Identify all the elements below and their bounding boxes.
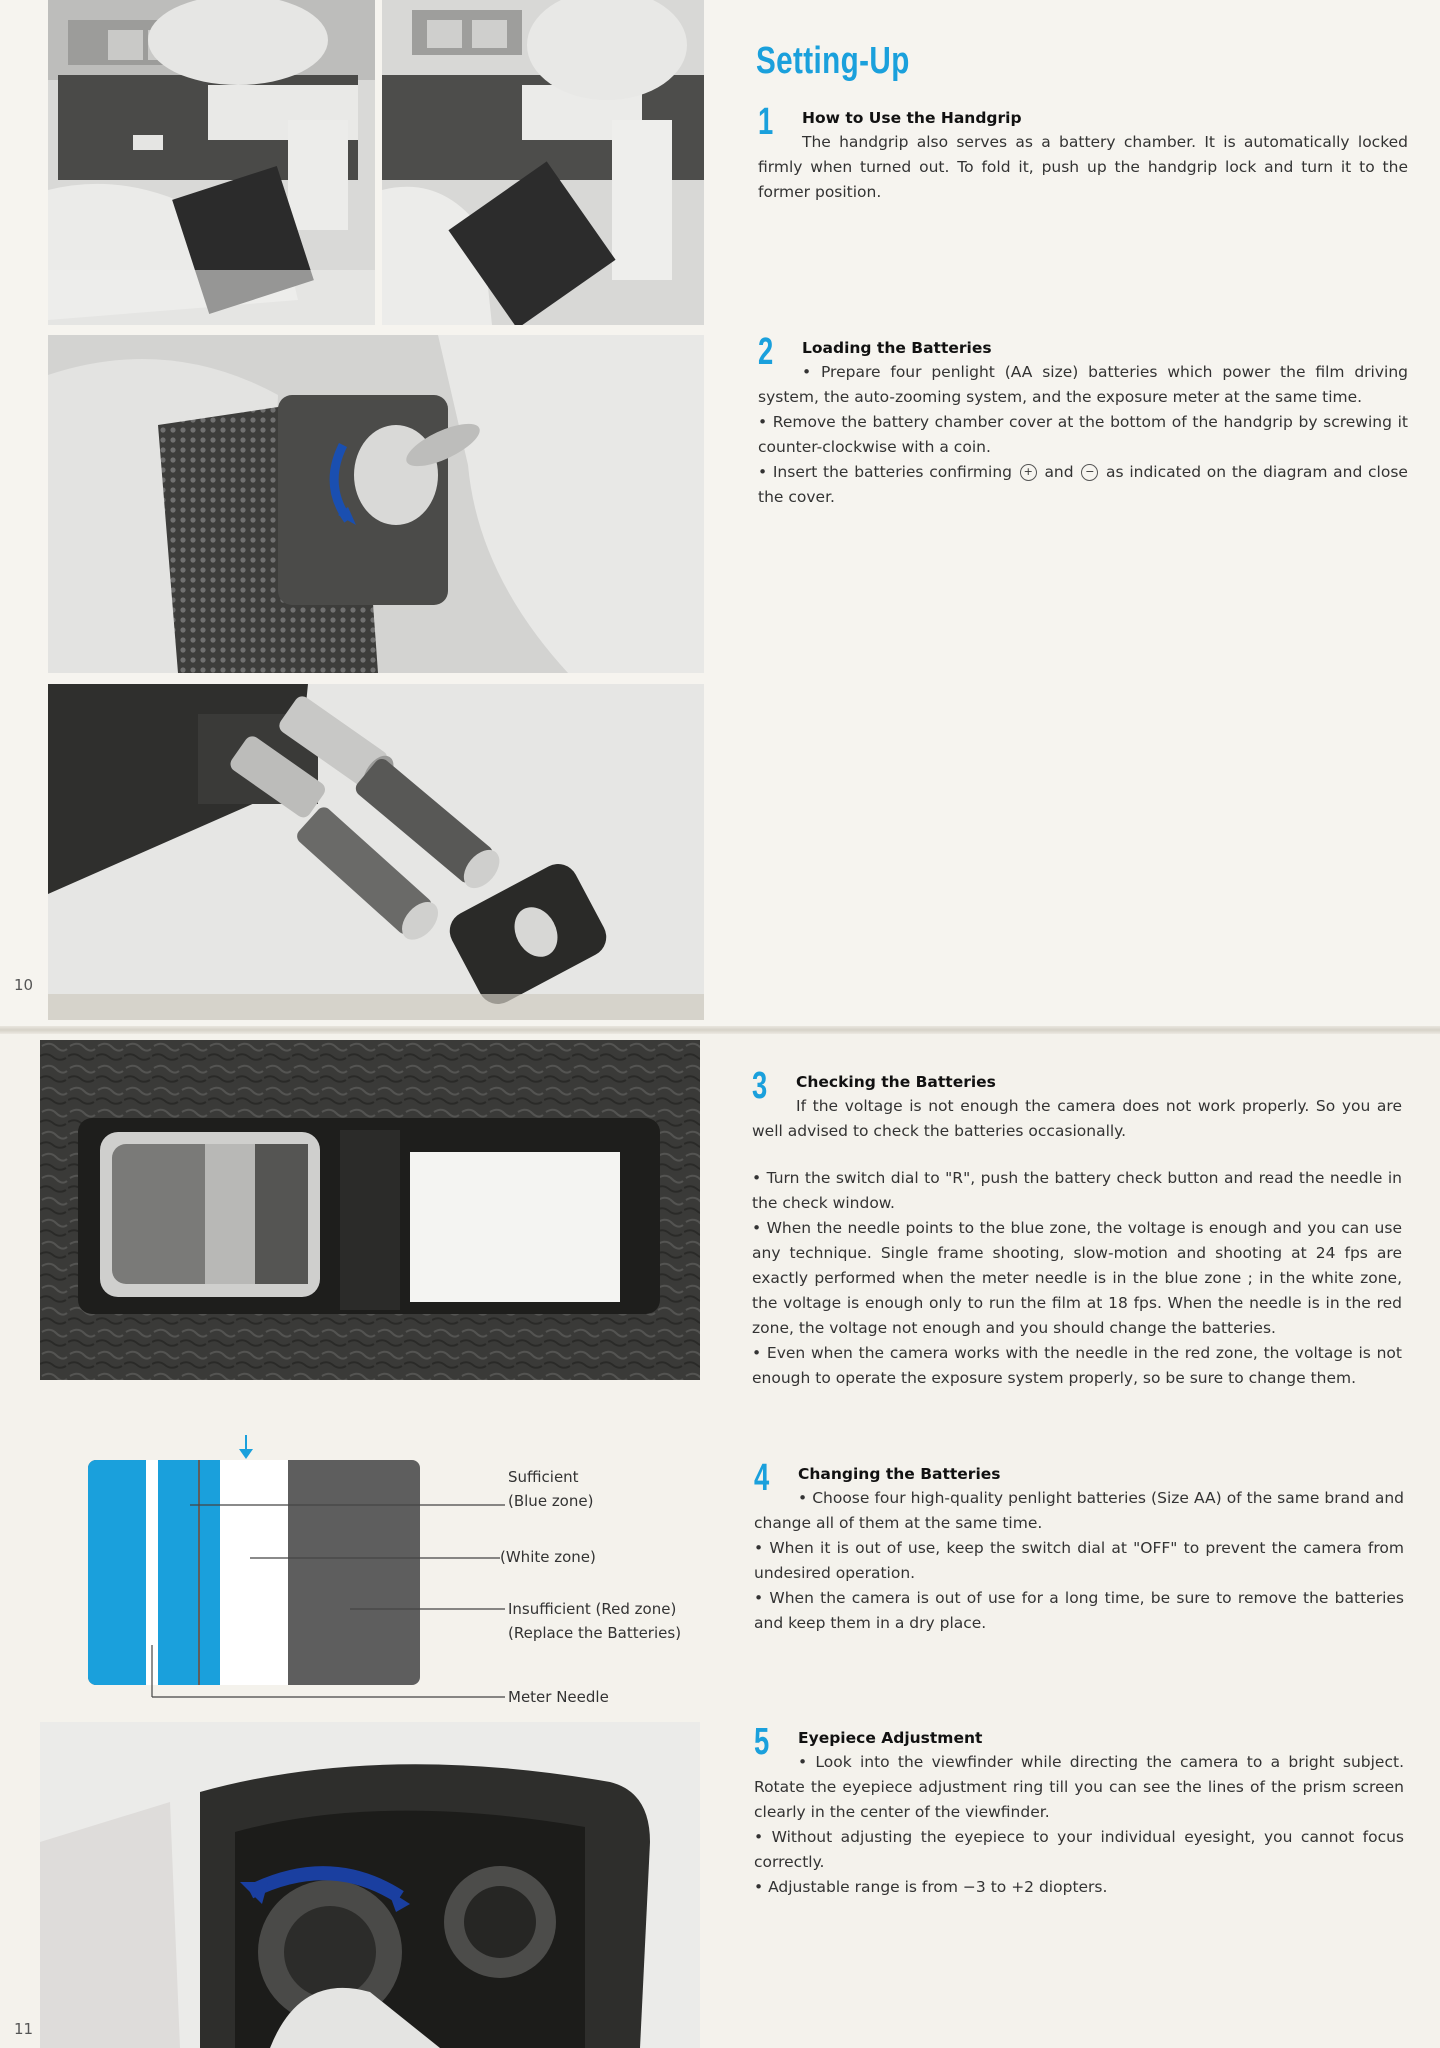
section-text: The handgrip also serves as a battery chamber. It is automatically locked firmly when turned out. To fold it, push up the handgrip lock and turn it to the former position. (758, 133, 1408, 201)
section-2 (758, 331, 1408, 510)
section-text: • Turn the switch dial to "R", push the battery check button and read the needle in the check window. (752, 1169, 1402, 1212)
label-white-zone: (White zone) (500, 1548, 596, 1566)
section-text: • When it is out of use, keep the switch dial at "OFF" to prevent the camera from undesired operation. (754, 1539, 1404, 1582)
section-text: • Prepare four penlight (AA size) batteries which power the film driving system, the auto-zooming system, and the exposure meter at the same time. (758, 363, 1408, 406)
section-text: • Insert the batteries confirming + and − as indicated on the diagram and close the cover. (758, 463, 1408, 506)
section-text: • Even when the camera works with the needle in the red zone, the voltage is not enough to operate the exposure system properly, so be sure to change them. (752, 1344, 1402, 1387)
section-title: Checking the Batteries (796, 1073, 996, 1091)
label-sufficient: Sufficient (Blue zone) (508, 1468, 594, 1510)
battery-cover-photo (48, 335, 704, 673)
section-title: Loading the Batteries (802, 339, 992, 357)
plus-symbol: + (1020, 464, 1037, 481)
section-text: • Look into the viewfinder while directing the camera to a bright subject. Rotate the eyepiece adjustment ring till you can see the lines of the prism screen clearly in the center of the viewfinder. (754, 1753, 1404, 1821)
section-text: If the voltage is not enough the camera does not work properly. So you are well advised to check the batteries occasionally. (752, 1097, 1402, 1140)
section-text: • Remove the battery chamber cover at the bottom of the handgrip by screwing it counter-clockwise with a coin. (758, 413, 1408, 456)
section-5 (754, 1721, 1404, 1900)
section-number: 3 (752, 1065, 768, 1107)
section-number: 2 (758, 331, 774, 373)
page-number-10: 10 (14, 976, 34, 994)
handgrip-photo-left (48, 0, 375, 325)
section-number: 1 (758, 101, 774, 143)
section-text: • Choose four high-quality penlight batteries (Size AA) of the same brand and change all of them at the same time. (754, 1489, 1404, 1532)
meter-zone-diagram (40, 1435, 720, 1705)
section-title: Changing the Batteries (798, 1465, 1001, 1483)
section-title: Eyepiece Adjustment (798, 1729, 983, 1747)
check-window-photo (40, 1040, 700, 1380)
eyepiece-photo (40, 1722, 700, 2048)
label-insufficient: Insufficient (Red zone) (Replace the Batteries) (508, 1600, 682, 1642)
section-number: 4 (754, 1457, 770, 1499)
meter-zone-graphic (40, 1435, 720, 1705)
minus-symbol: − (1081, 464, 1098, 481)
batteries-photo (48, 684, 704, 1020)
page-heading: Setting-Up (756, 40, 910, 82)
handgrip-photo-right (382, 0, 704, 325)
section-title: How to Use the Handgrip (802, 109, 1022, 127)
section-3 (752, 1065, 1402, 1391)
section-4 (754, 1457, 1404, 1636)
section-text: • Without adjusting the eyepiece to your individual eyesight, you cannot focus correctly. (754, 1828, 1404, 1871)
section-text: • When the needle points to the blue zone, the voltage is enough and you can use any technique. Single frame shooting, slow-motion and shooting at 24 fps are exactly performed when the meter needle is in the blue zone ; in the white zone, the voltage is enough only to run the film at 18 fps. When the needle is in the red zone, the voltage not enough and you should change the batteries. (752, 1219, 1402, 1337)
page-fold (0, 1026, 1440, 1034)
section-number: 5 (754, 1721, 770, 1763)
section-text: • When the camera is out of use for a long time, be sure to remove the batteries and keep them in a dry place. (754, 1589, 1404, 1632)
section-text: • Adjustable range is from −3 to +2 diopters. (754, 1878, 1108, 1896)
page-number-11: 11 (14, 2020, 34, 2038)
section-1 (758, 101, 1408, 205)
label-meter-needle: Meter Needle (508, 1688, 609, 1706)
